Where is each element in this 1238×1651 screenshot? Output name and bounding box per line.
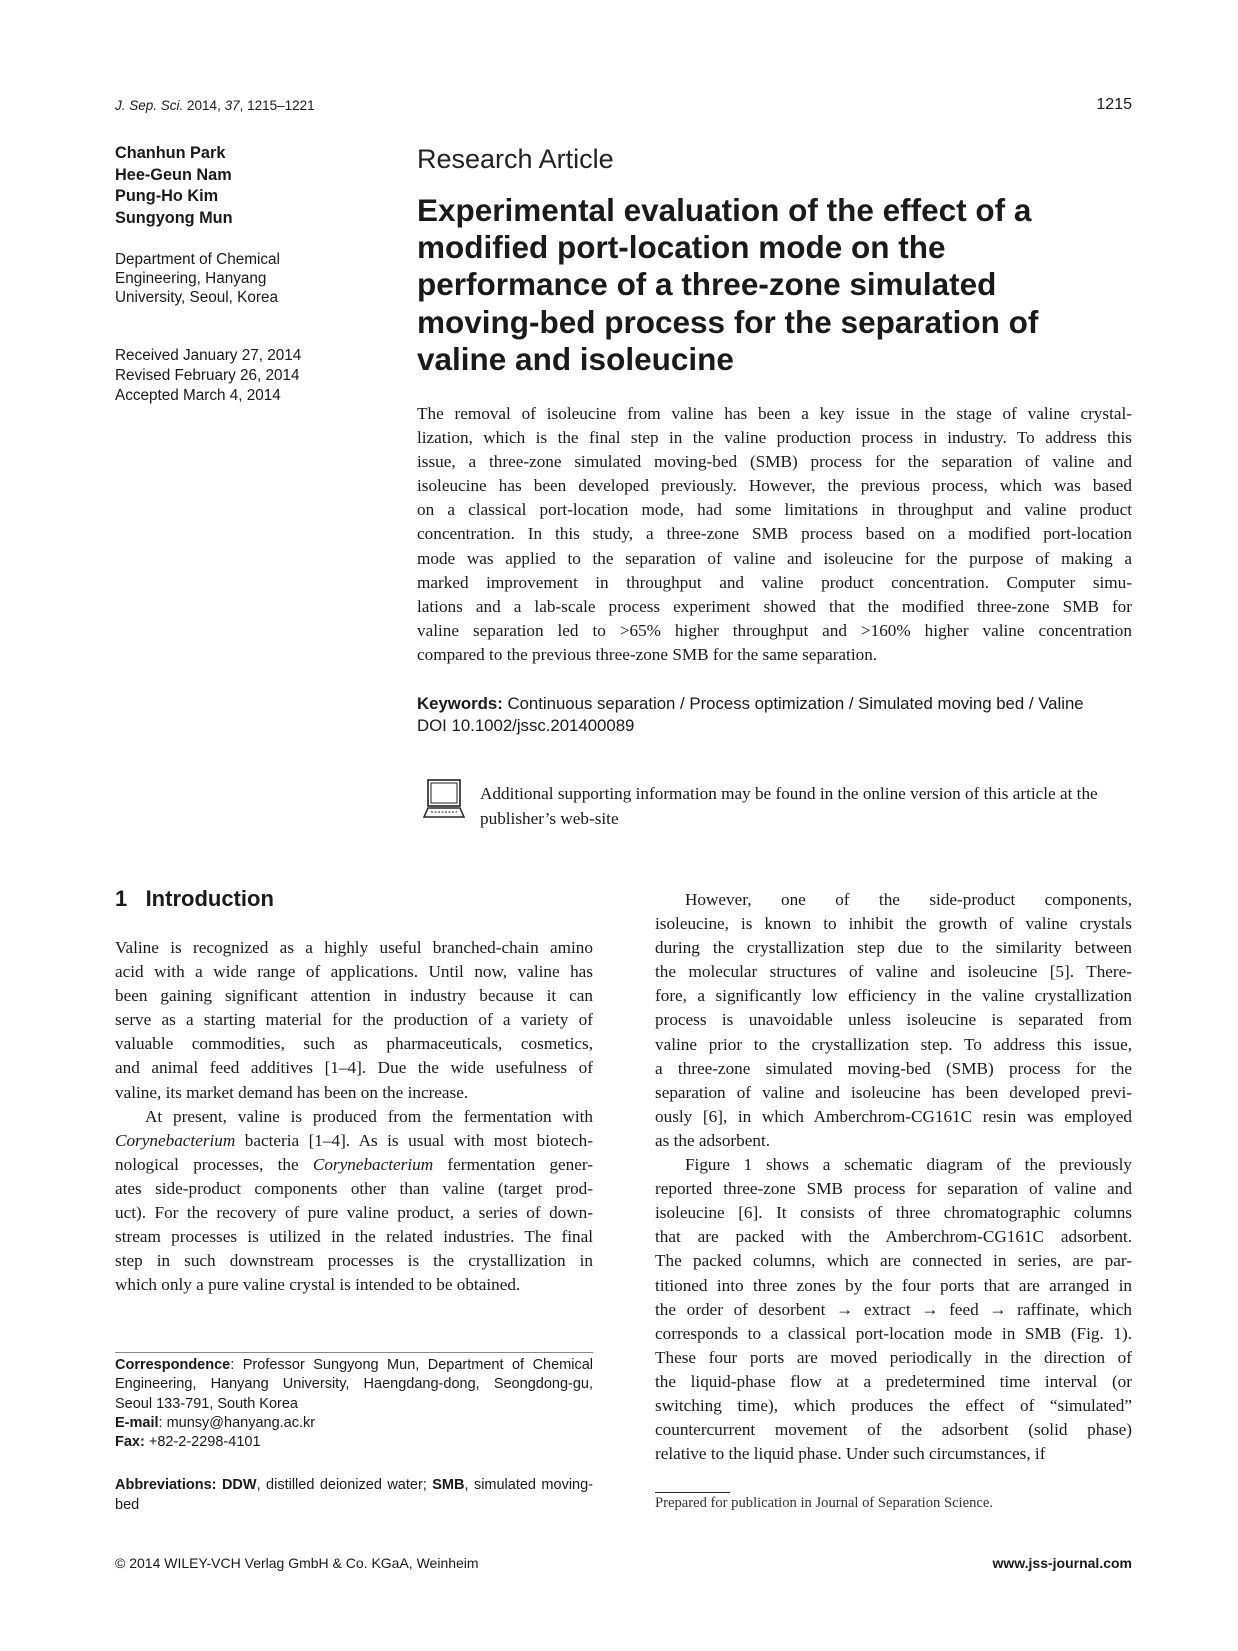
author: Hee-Geun Nam — [115, 165, 232, 184]
fax: +82-2-2298-4101 — [144, 1434, 261, 1451]
text-segment: nological processes, the — [115, 1154, 313, 1174]
fax-label: Fax: — [115, 1434, 145, 1451]
email[interactable]: : munsy@hanyang.ac.kr — [158, 1414, 316, 1431]
text-line: acid with a wide range of applications. Until now, valine has — [115, 962, 593, 982]
text-line: which only a pure valine crystal is intended to be obtained. — [115, 1275, 521, 1295]
text-line: The packed columns, which are connected in series, are par- — [655, 1251, 1132, 1271]
divider — [115, 1352, 593, 1353]
text-line: during the crystallization step due to the similarity between — [655, 938, 1132, 958]
text-line: that are packed with the Amberchrom-CG161C adsorbent. — [655, 1227, 1132, 1247]
text-line: lization, which is the final step in the valine production process in industry. To address this — [417, 428, 1132, 448]
text-line: serve as a starting material for the production of a variety of — [115, 1010, 593, 1030]
intro-right-column — [655, 888, 1132, 1466]
text-line: switching time), which produces the effect of “simulated” — [655, 1395, 1132, 1415]
text-line: valine separation led to >65% higher throughput and >160% higher valine concentration — [417, 620, 1132, 640]
page-number: 1215 — [1096, 96, 1132, 113]
italic-term: Corynebacterium — [115, 1130, 236, 1150]
text-line: fore, a significantly low efficiency in the valine crystallization — [655, 986, 1132, 1006]
text-line: At present, valine is produced from the fermentation with — [145, 1106, 593, 1126]
text-line: mode was applied to the separation of valine and isoleucine for the purpose of making a — [417, 548, 1132, 568]
abbr-def: , simulated moving-bed — [115, 1477, 593, 1513]
abstract — [417, 402, 1132, 667]
article-title — [417, 192, 1137, 378]
abbreviations-label: Abbreviations: — [115, 1477, 222, 1493]
running-header — [115, 98, 315, 113]
text-line: compared to the previous three-zone SMB for the same separation. — [417, 644, 878, 664]
article-dates — [115, 346, 301, 406]
keywords-text: Continuous separation / Process optimization / Simulated moving bed / Valine — [502, 694, 1084, 713]
title-line: valine and isoleucine — [417, 340, 734, 377]
title-line: modified port-location mode on the — [417, 229, 946, 266]
volume: 37 — [224, 98, 240, 113]
text-line: stream processes is utilized in the related industries. The final — [115, 1227, 593, 1247]
author: Pung-Ho Kim — [115, 187, 219, 205]
text-line: ously [6], in which Amberchrom-CG161C resin was employed — [655, 1106, 1132, 1126]
section-heading-introduction: 1 Introduction — [115, 886, 274, 911]
text-line: and animal feed additives [1–4]. Due the wide usefulness of — [115, 1058, 593, 1078]
title-line: Experimental evaluation of the effect of a — [417, 192, 1032, 228]
title-line: performance of a three-zone simulated — [417, 266, 997, 303]
supporting-info-note: Additional supporting information may be found in the online version of this article at the publisher’s web-site — [480, 784, 1098, 828]
text-segment: fermentation gener- — [433, 1154, 593, 1174]
accepted-date: Accepted March 4, 2014 — [115, 387, 281, 404]
text-line: The removal of isoleucine from valine has been a key issue in the stage of valine crystal- — [417, 404, 1132, 423]
copyright: © 2014 WILEY-VCH Verlag GmbH & Co. KGaA, Weinheim — [115, 1555, 479, 1571]
text-line: the liquid-phase flow at a predetermined time interval (or — [655, 1371, 1132, 1391]
keywords — [417, 693, 1137, 736]
email-label: E-mail — [115, 1414, 159, 1431]
text-line: separation of valine and isoleucine has been developed previ- — [655, 1082, 1132, 1102]
author: Sungyong Mun — [115, 208, 233, 227]
article-type: Research Article — [417, 144, 614, 174]
text-line: the order of desorbent → extract → feed → raffinate, which — [655, 1299, 1132, 1319]
text-line — [115, 1153, 593, 1177]
text-line: relative to the liquid phase. Under such circumstances, if — [655, 1444, 1046, 1464]
affiliation — [115, 250, 280, 308]
journal-name: J. Sep. Sci. — [115, 98, 184, 113]
abbr-def: , distilled deionized water; — [256, 1477, 433, 1493]
text-line: marked improvement in throughput and valine product concentration. Computer simu- — [417, 572, 1132, 592]
text-line: valine, its market demand has been on the increase. — [115, 1082, 469, 1102]
text-line: Figure 1 shows a schematic diagram of the previously — [685, 1155, 1132, 1175]
affiliation-line: Engineering, Hanyang — [115, 270, 267, 288]
text-line: lations and a lab-scale process experiment showed that the modified three-zone SMB for — [417, 596, 1132, 616]
abbr-term: DDW — [221, 1477, 257, 1493]
citation-year: 2014, — [183, 98, 225, 113]
intro-left-column — [115, 936, 593, 1297]
text-line — [115, 1129, 593, 1153]
text-line: as the adsorbent. — [655, 1130, 771, 1150]
text-line: countercurrent movement of the adsorbent (solid phase) — [655, 1420, 1132, 1440]
text-line: isoleucine [6]. It consists of three chromatographic columns — [655, 1203, 1132, 1223]
affiliation-line: Department of Chemical — [115, 251, 280, 268]
footnote: Prepared for publication in Journal of Separation Science. — [655, 1495, 993, 1511]
footnote-rule — [655, 1492, 730, 1493]
text-line: titioned into three zones by the four ports that are arranged in — [655, 1275, 1132, 1295]
journal-website[interactable]: www.jss-journal.com — [992, 1555, 1132, 1571]
computer-icon — [422, 778, 466, 825]
text-line: the molecular structures of valine and isoleucine [5]. There- — [655, 962, 1132, 982]
doi[interactable]: DOI 10.1002/jssc.201400089 — [417, 715, 635, 735]
text-line: ates side-product components other than valine (target prod- — [115, 1178, 593, 1198]
text-segment: bacteria [1–4]. As is usual with most biotech- — [235, 1130, 593, 1150]
title-line: moving-bed process for the separation of — [417, 303, 1039, 340]
page-range: , 1215–1221 — [239, 98, 315, 113]
text-line: valuable commodities, such as pharmaceuticals, cosmetics, — [115, 1034, 593, 1054]
text-line: reported three-zone SMB process for separation of valine and — [655, 1179, 1132, 1199]
text-line: step in such downstream processes is the crystallization in — [115, 1251, 593, 1271]
text-line: However, one of the side-product components, — [685, 890, 1132, 909]
text-line: Valine is recognized as a highly useful branched-chain amino — [115, 938, 593, 957]
abbr-term: SMB — [432, 1477, 465, 1493]
italic-term: Corynebacterium — [312, 1154, 434, 1174]
text-line: valine prior to the crystallization step. To address this issue, — [655, 1034, 1132, 1054]
abbreviations — [115, 1475, 593, 1515]
text-line: been gaining significant attention in industry because it can — [115, 986, 593, 1006]
correspondence-text: : Professor Sungyong Mun, Department of Chemical Engineering, Hanyang University, Haengdang-dong, Seongdong-gu, Seoul 133-791, South Korea — [115, 1357, 593, 1412]
correspondence — [115, 1356, 593, 1452]
text-line: uct). For the recovery of pure valine product, a series of down- — [115, 1203, 593, 1223]
text-line: on a classical port-location mode, had some limitations in throughput and valine product — [417, 500, 1132, 520]
text-line: process is unavoidable unless isoleucine is separated from — [655, 1010, 1132, 1030]
text-line: isoleucine has been developed previously. However, the previous process, which was based — [417, 476, 1132, 496]
correspondence-label: Correspondence — [115, 1357, 231, 1373]
author-list — [115, 143, 233, 229]
text-line: concentration. In this study, a three-zone SMB process based on a modified port-location — [417, 524, 1132, 544]
text-line: issue, a three-zone simulated moving-bed (SMB) process for the separation of valine and — [417, 452, 1132, 472]
text-line: These four ports are moved periodically in the direction of — [655, 1347, 1132, 1367]
received-date: Received January 27, 2014 — [115, 347, 302, 364]
text-line: a three-zone simulated moving-bed (SMB) process for the — [655, 1058, 1132, 1078]
keywords-label: Keywords: — [417, 694, 503, 713]
affiliation-line: University, Seoul, Korea — [115, 289, 278, 307]
revised-date: Revised February 26, 2014 — [115, 367, 300, 384]
author: Chanhun Park — [115, 144, 226, 162]
text-line: isoleucine, is known to inhibit the growth of valine crystals — [655, 914, 1132, 934]
text-line: corresponds to a classical port-location mode in SMB (Fig. 1). — [655, 1323, 1132, 1343]
